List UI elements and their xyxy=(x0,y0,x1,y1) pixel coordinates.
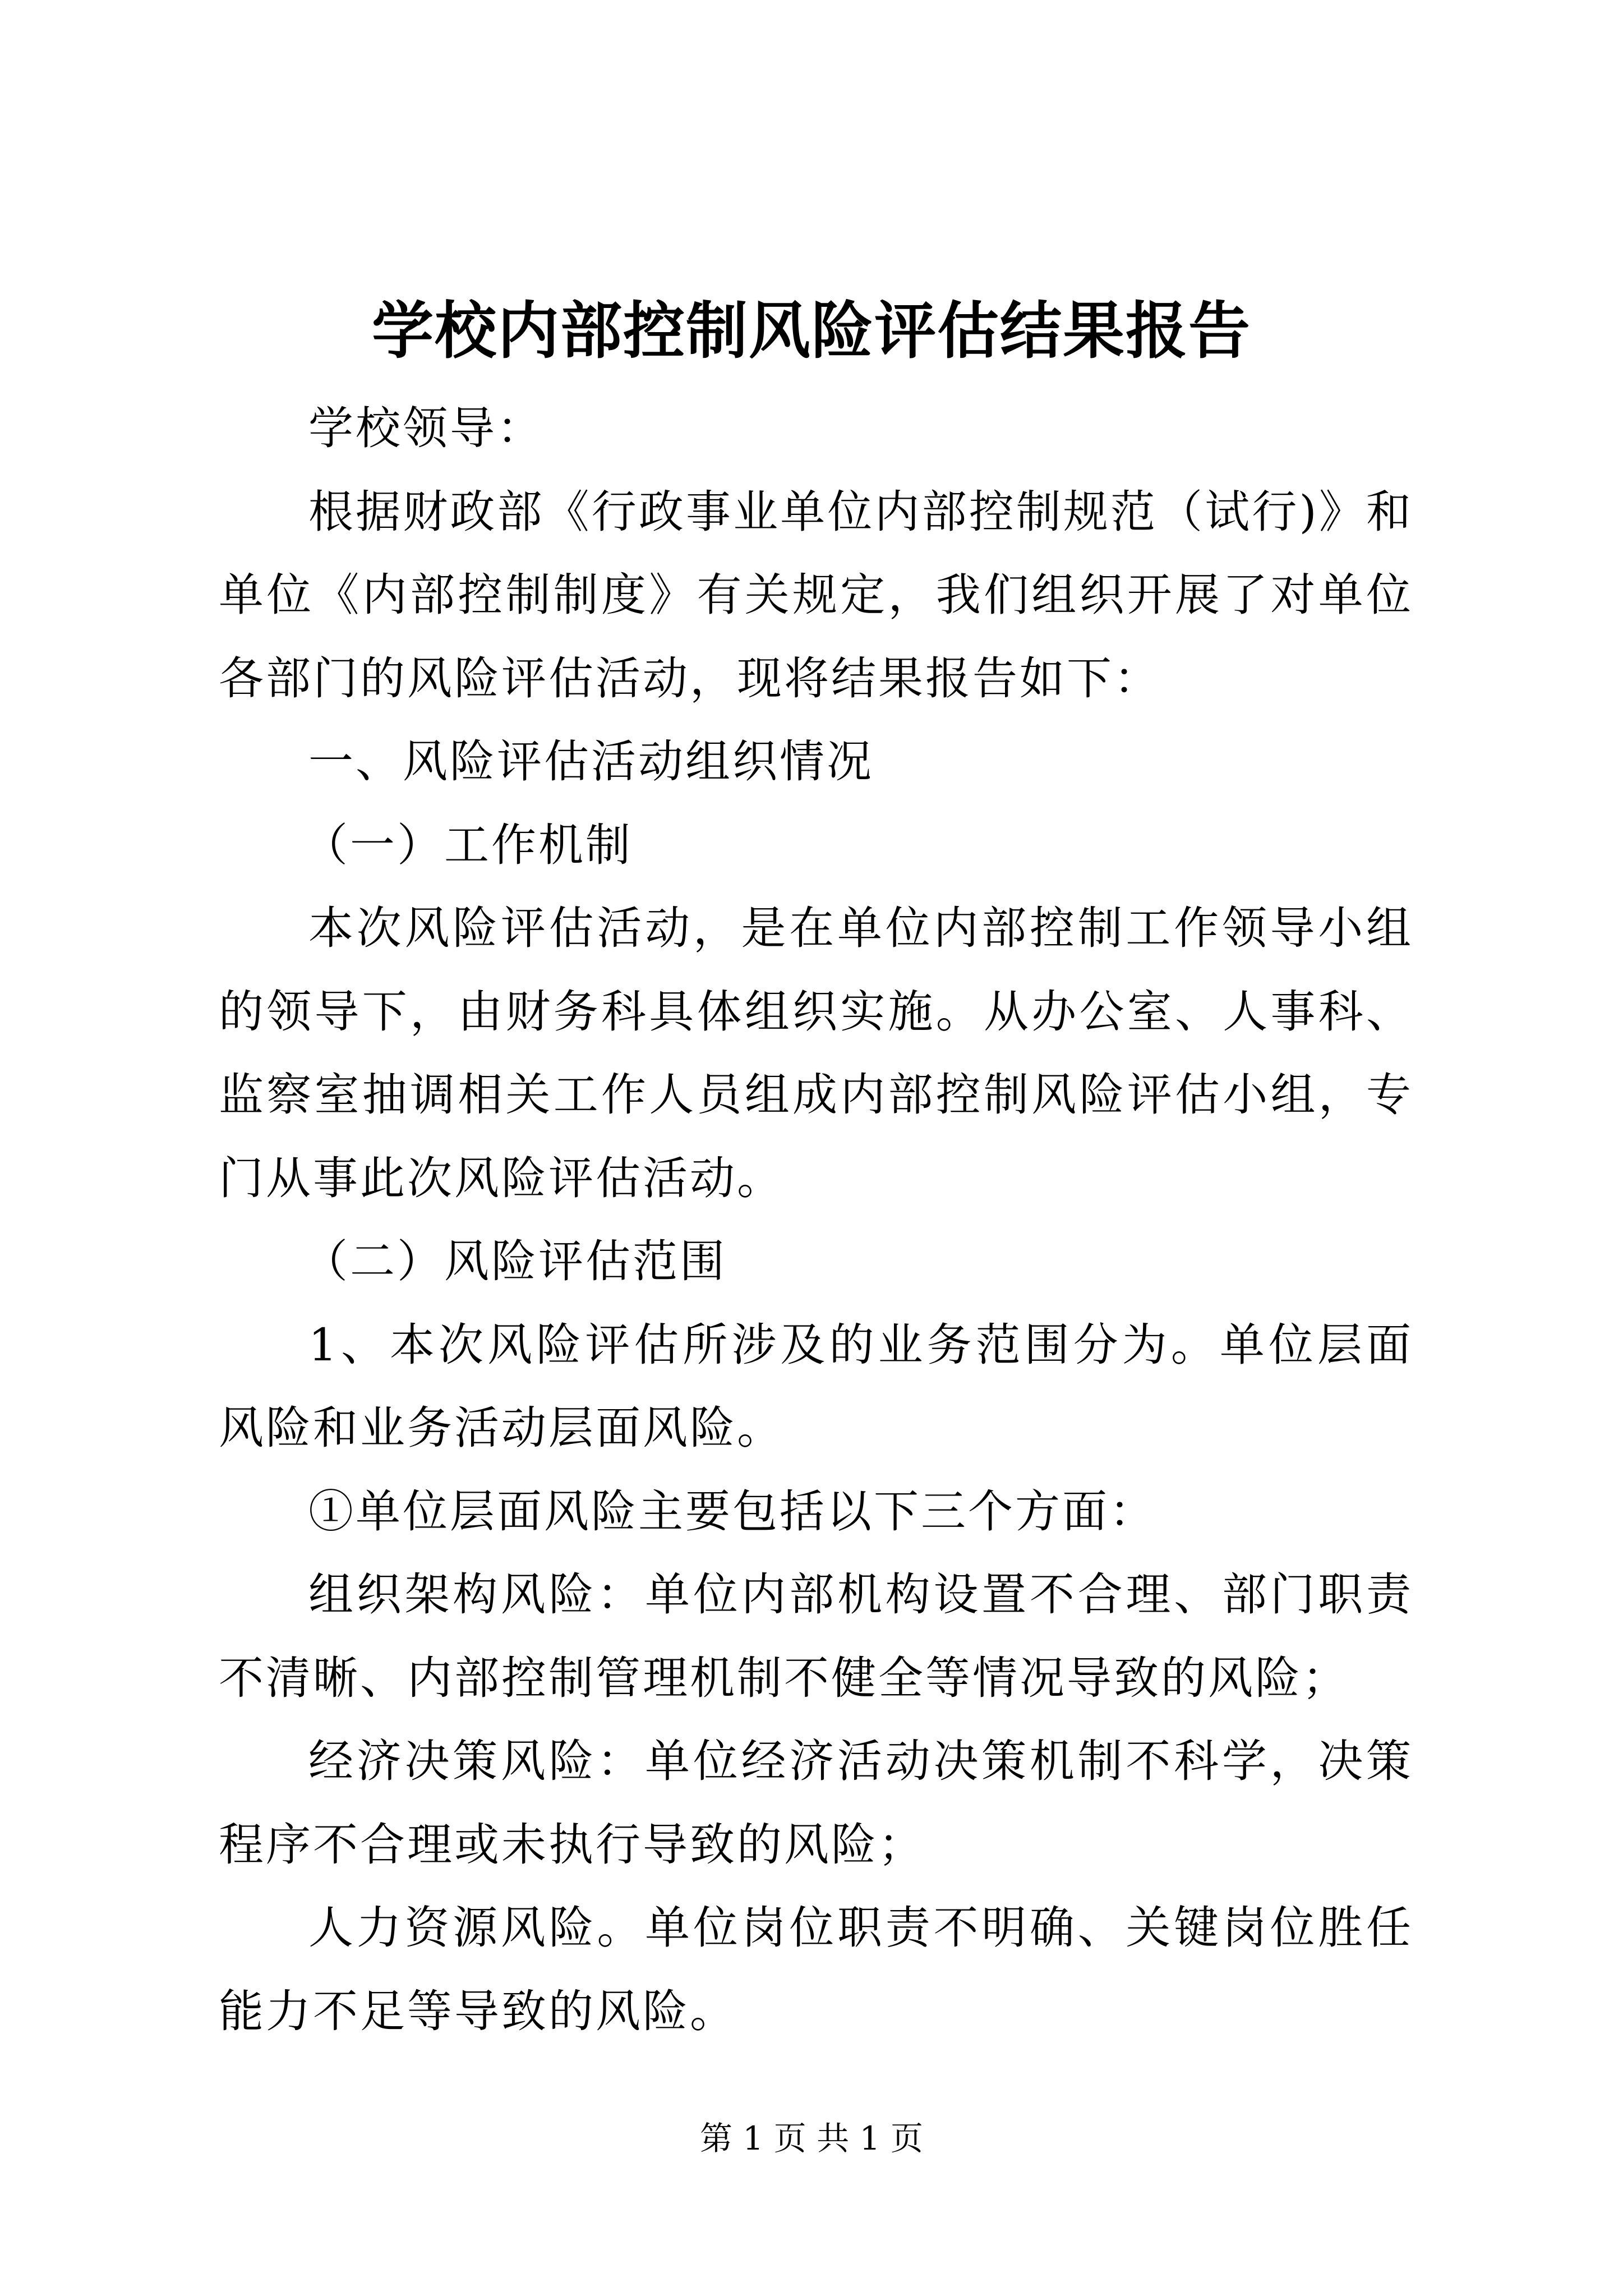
salutation: 学校领导： xyxy=(308,402,544,454)
organization-risk-paragraph: 组织架构风险：单位内部机构设置不合理、部门职责不清晰、内部控制管理机制不健全等情况导致的风险； xyxy=(219,1568,1413,1704)
subsection-heading-1: （一）工作机制 xyxy=(303,818,633,871)
page-footer: 第 1 页 共 1 页 xyxy=(700,2119,923,2157)
intro-paragraph: 根据财政部《行政事业单位内部控制规范（试行)》和单位《内部控制制度》有关规定，我们组织开展了对单位各部门的风险评估活动，现将结果报告如下： xyxy=(219,485,1413,705)
scope-paragraph: 1、本次风险评估所涉及的业务范围分为。单位层面风险和业务活动层面风险。 xyxy=(219,1318,1413,1454)
work-mechanism-paragraph: 本次风险评估活动，是在单位内部控制工作领导小组的领导下，由财务科具体组织实施。从办公室、人事科、监察室抽调相关工作人员组成内部控制风险评估小组，专门从事此次风险评估活动。 xyxy=(219,902,1413,1204)
section-heading-1: 一、风险评估活动组织情况 xyxy=(308,735,874,788)
unit-level-risk-intro: ①单位层面风险主要包括以下三个方面： xyxy=(308,1485,1156,1538)
subsection-heading-2: （二）风险评估范围 xyxy=(303,1235,727,1287)
economic-decision-risk-paragraph: 经济决策风险：单位经济活动决策机制不科学，决策程序不合理或未执行导致的风险； xyxy=(219,1735,1413,1871)
document-body xyxy=(219,387,1413,2053)
document-title: 学校内部控制风险评估结果报告 xyxy=(372,295,1251,367)
human-resource-risk-paragraph: 人力资源风险。单位岗位职责不明确、关键岗位胜任能力不足等导致的风险。 xyxy=(219,1902,1413,2037)
